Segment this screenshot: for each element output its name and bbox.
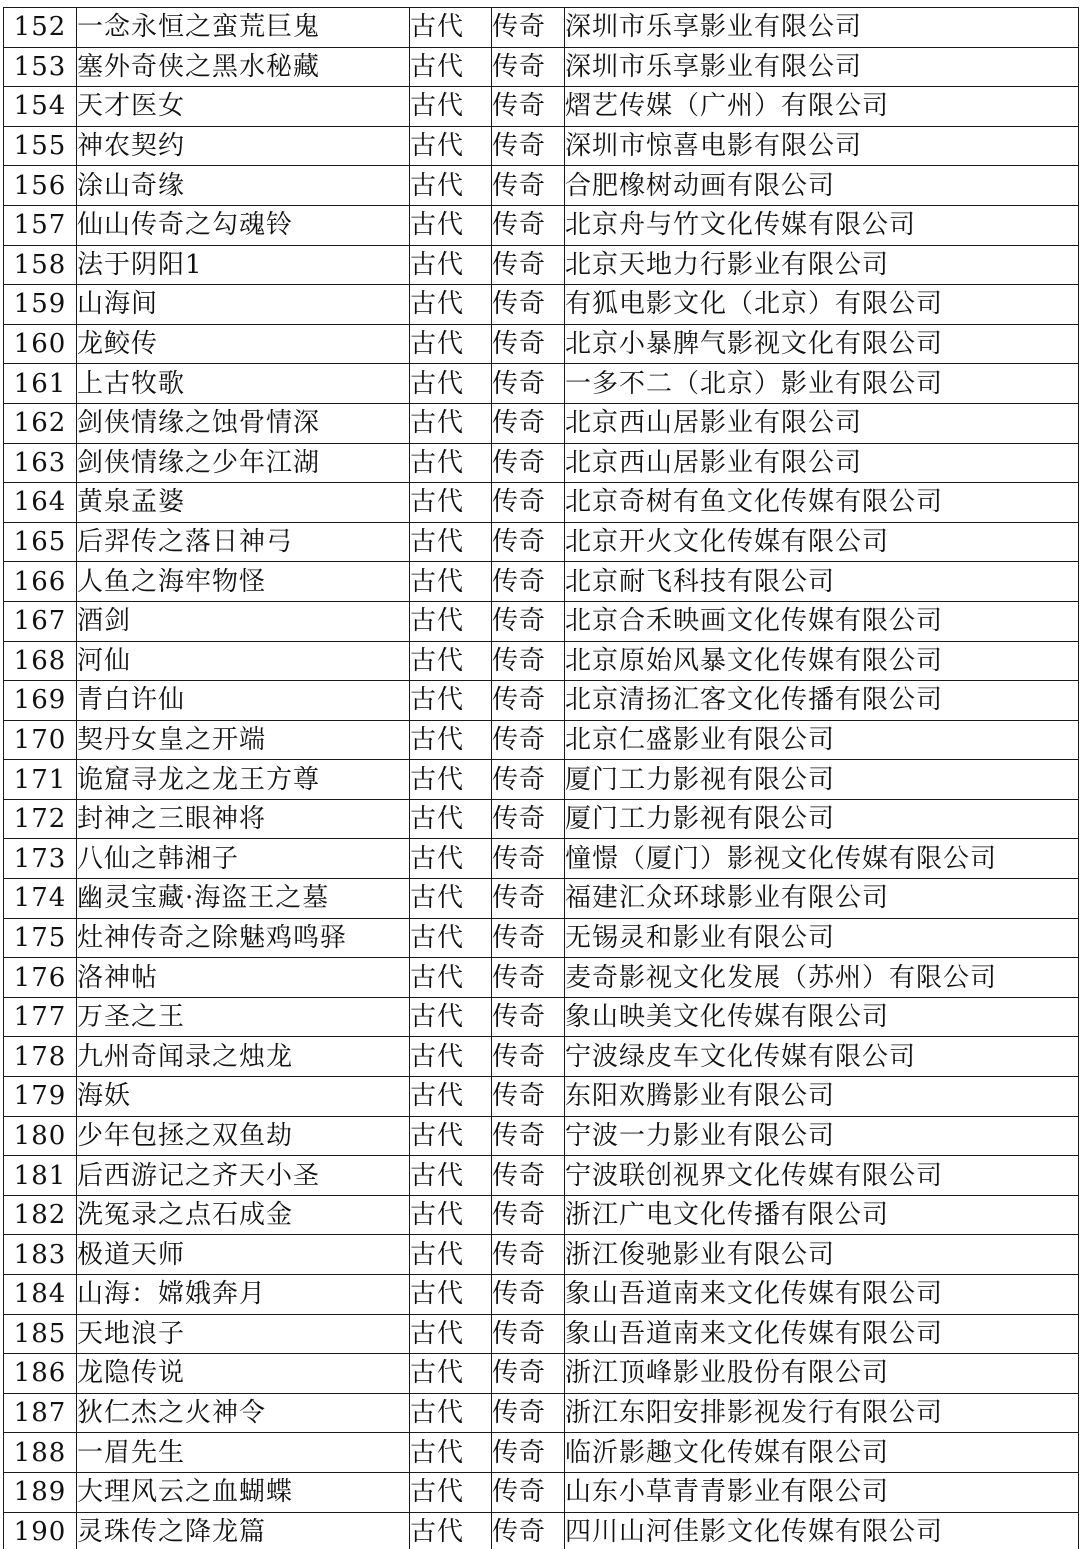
film-title-cell: 剑侠情缘之少年江湖 xyxy=(77,443,410,483)
era-cell: 古代 xyxy=(410,324,492,364)
film-title-cell: 封神之三眼神将 xyxy=(77,799,410,839)
company-cell: 厦门工力影视有限公司 xyxy=(565,799,1079,839)
era-cell: 古代 xyxy=(410,839,492,879)
table-body xyxy=(4,8,1079,1549)
film-title-cell: 龙隐传说 xyxy=(77,1354,410,1394)
company-cell: 北京西山居影业有限公司 xyxy=(565,403,1079,443)
company-cell: 厦门工力影视有限公司 xyxy=(565,760,1079,800)
row-number-cell: 173 xyxy=(4,839,77,879)
genre-cell: 传奇 xyxy=(492,47,565,87)
table-row xyxy=(4,1472,1079,1512)
row-number-cell: 156 xyxy=(4,166,77,206)
company-cell: 北京开火文化传媒有限公司 xyxy=(565,522,1079,562)
table-row xyxy=(4,681,1079,721)
company-cell: 北京原始风暴文化传媒有限公司 xyxy=(565,641,1079,681)
table-row xyxy=(4,1037,1079,1077)
era-cell: 古代 xyxy=(410,1077,492,1117)
genre-cell: 传奇 xyxy=(492,1314,565,1354)
table-row xyxy=(4,126,1079,166)
row-number-cell: 170 xyxy=(4,720,77,760)
era-cell: 古代 xyxy=(410,562,492,602)
row-number-cell: 183 xyxy=(4,1235,77,1275)
table-row xyxy=(4,1314,1079,1354)
company-cell: 憧憬（厦门）影视文化传媒有限公司 xyxy=(565,839,1079,879)
table-row xyxy=(4,879,1079,919)
film-title-cell: 青白许仙 xyxy=(77,681,410,721)
era-cell: 古代 xyxy=(410,918,492,958)
era-cell: 古代 xyxy=(410,1275,492,1315)
genre-cell: 传奇 xyxy=(492,720,565,760)
row-number-cell: 153 xyxy=(4,47,77,87)
table-row xyxy=(4,1077,1079,1117)
table-row xyxy=(4,641,1079,681)
genre-cell: 传奇 xyxy=(492,1472,565,1512)
row-number-cell: 188 xyxy=(4,1433,77,1473)
era-cell: 古代 xyxy=(410,760,492,800)
table-row xyxy=(4,1433,1079,1473)
film-title-cell: 一眉先生 xyxy=(77,1433,410,1473)
company-cell: 北京舟与竹文化传媒有限公司 xyxy=(565,205,1079,245)
row-number-cell: 152 xyxy=(4,8,77,48)
genre-cell: 传奇 xyxy=(492,522,565,562)
company-cell: 北京合禾映画文化传媒有限公司 xyxy=(565,601,1079,641)
era-cell: 古代 xyxy=(410,166,492,206)
era-cell: 古代 xyxy=(410,799,492,839)
table-row xyxy=(4,958,1079,998)
row-number-cell: 190 xyxy=(4,1512,77,1549)
era-cell: 古代 xyxy=(410,443,492,483)
genre-cell: 传奇 xyxy=(492,166,565,206)
row-number-cell: 169 xyxy=(4,681,77,721)
film-registry-table xyxy=(3,7,1079,1549)
row-number-cell: 185 xyxy=(4,1314,77,1354)
row-number-cell: 175 xyxy=(4,918,77,958)
company-cell: 北京小暴脾气影视文化有限公司 xyxy=(565,324,1079,364)
film-title-cell: 八仙之韩湘子 xyxy=(77,839,410,879)
era-cell: 古代 xyxy=(410,879,492,919)
company-cell: 合肥橡树动画有限公司 xyxy=(565,166,1079,206)
row-number-cell: 164 xyxy=(4,483,77,523)
film-title-cell: 洛神帖 xyxy=(77,958,410,998)
film-title-cell: 天才医女 xyxy=(77,87,410,127)
film-title-cell: 涂山奇缘 xyxy=(77,166,410,206)
film-title-cell: 酒剑 xyxy=(77,601,410,641)
era-cell: 古代 xyxy=(410,87,492,127)
genre-cell: 传奇 xyxy=(492,87,565,127)
table-row xyxy=(4,1156,1079,1196)
era-cell: 古代 xyxy=(410,1195,492,1235)
row-number-cell: 178 xyxy=(4,1037,77,1077)
table-row xyxy=(4,205,1079,245)
company-cell: 无锡灵和影业有限公司 xyxy=(565,918,1079,958)
row-number-cell: 172 xyxy=(4,799,77,839)
genre-cell: 传奇 xyxy=(492,364,565,404)
genre-cell: 传奇 xyxy=(492,641,565,681)
company-cell: 临沂影趣文化传媒有限公司 xyxy=(565,1433,1079,1473)
company-cell: 北京奇树有鱼文化传媒有限公司 xyxy=(565,483,1079,523)
row-number-cell: 189 xyxy=(4,1472,77,1512)
era-cell: 古代 xyxy=(410,1235,492,1275)
genre-cell: 传奇 xyxy=(492,958,565,998)
era-cell: 古代 xyxy=(410,1433,492,1473)
company-cell: 北京西山居影业有限公司 xyxy=(565,443,1079,483)
row-number-cell: 157 xyxy=(4,205,77,245)
film-title-cell: 少年包拯之双鱼劫 xyxy=(77,1116,410,1156)
company-cell: 象山吾道南来文化传媒有限公司 xyxy=(565,1314,1079,1354)
row-number-cell: 177 xyxy=(4,997,77,1037)
company-cell: 一多不二（北京）影业有限公司 xyxy=(565,364,1079,404)
row-number-cell: 166 xyxy=(4,562,77,602)
genre-cell: 传奇 xyxy=(492,562,565,602)
genre-cell: 传奇 xyxy=(492,760,565,800)
company-cell: 浙江顶峰影业股份有限公司 xyxy=(565,1354,1079,1394)
era-cell: 古代 xyxy=(410,1037,492,1077)
table-row xyxy=(4,918,1079,958)
genre-cell: 传奇 xyxy=(492,1354,565,1394)
row-number-cell: 167 xyxy=(4,601,77,641)
company-cell: 麦奇影视文化发展（苏州）有限公司 xyxy=(565,958,1079,998)
era-cell: 古代 xyxy=(410,1393,492,1433)
genre-cell: 传奇 xyxy=(492,403,565,443)
film-title-cell: 河仙 xyxy=(77,641,410,681)
film-title-cell: 万圣之王 xyxy=(77,997,410,1037)
table-row xyxy=(4,1116,1079,1156)
film-title-cell: 剑侠情缘之蚀骨情深 xyxy=(77,403,410,443)
table-row xyxy=(4,443,1079,483)
era-cell: 古代 xyxy=(410,364,492,404)
genre-cell: 传奇 xyxy=(492,839,565,879)
film-title-cell: 大理风云之血蝴蝶 xyxy=(77,1472,410,1512)
row-number-cell: 174 xyxy=(4,879,77,919)
genre-cell: 传奇 xyxy=(492,601,565,641)
era-cell: 古代 xyxy=(410,1314,492,1354)
genre-cell: 传奇 xyxy=(492,1077,565,1117)
film-title-cell: 塞外奇侠之黑水秘藏 xyxy=(77,47,410,87)
genre-cell: 传奇 xyxy=(492,997,565,1037)
film-title-cell: 黄泉孟婆 xyxy=(77,483,410,523)
table-row xyxy=(4,47,1079,87)
film-title-cell: 海妖 xyxy=(77,1077,410,1117)
row-number-cell: 180 xyxy=(4,1116,77,1156)
film-title-cell: 灵珠传之降龙篇 xyxy=(77,1512,410,1549)
table-row xyxy=(4,245,1079,285)
era-cell: 古代 xyxy=(410,245,492,285)
table-row xyxy=(4,720,1079,760)
table-row xyxy=(4,87,1079,127)
film-title-cell: 龙鲛传 xyxy=(77,324,410,364)
table-row xyxy=(4,166,1079,206)
row-number-cell: 186 xyxy=(4,1354,77,1394)
table-row xyxy=(4,1275,1079,1315)
era-cell: 古代 xyxy=(410,1472,492,1512)
row-number-cell: 176 xyxy=(4,958,77,998)
company-cell: 宁波一力影业有限公司 xyxy=(565,1116,1079,1156)
table-row xyxy=(4,1512,1079,1549)
film-title-cell: 九州奇闻录之烛龙 xyxy=(77,1037,410,1077)
row-number-cell: 160 xyxy=(4,324,77,364)
era-cell: 古代 xyxy=(410,126,492,166)
genre-cell: 传奇 xyxy=(492,1275,565,1315)
row-number-cell: 187 xyxy=(4,1393,77,1433)
era-cell: 古代 xyxy=(410,720,492,760)
table-row xyxy=(4,601,1079,641)
film-title-cell: 契丹女皇之开端 xyxy=(77,720,410,760)
company-cell: 北京天地力行影业有限公司 xyxy=(565,245,1079,285)
table-row xyxy=(4,839,1079,879)
company-cell: 宁波绿皮车文化传媒有限公司 xyxy=(565,1037,1079,1077)
company-cell: 熠艺传媒（广州）有限公司 xyxy=(565,87,1079,127)
table-row xyxy=(4,997,1079,1037)
film-title-cell: 后西游记之齐天小圣 xyxy=(77,1156,410,1196)
era-cell: 古代 xyxy=(410,403,492,443)
era-cell: 古代 xyxy=(410,958,492,998)
company-cell: 东阳欢腾影业有限公司 xyxy=(565,1077,1079,1117)
film-title-cell: 一念永恒之蛮荒巨鬼 xyxy=(77,8,410,48)
company-cell: 北京耐飞科技有限公司 xyxy=(565,562,1079,602)
film-title-cell: 山海：嫦娥奔月 xyxy=(77,1275,410,1315)
era-cell: 古代 xyxy=(410,1156,492,1196)
company-cell: 四川山河佳影文化传媒有限公司 xyxy=(565,1512,1079,1549)
film-title-cell: 法于阴阳1 xyxy=(77,245,410,285)
genre-cell: 传奇 xyxy=(492,483,565,523)
row-number-cell: 163 xyxy=(4,443,77,483)
genre-cell: 传奇 xyxy=(492,1393,565,1433)
genre-cell: 传奇 xyxy=(492,1037,565,1077)
era-cell: 古代 xyxy=(410,8,492,48)
genre-cell: 传奇 xyxy=(492,285,565,325)
row-number-cell: 181 xyxy=(4,1156,77,1196)
row-number-cell: 182 xyxy=(4,1195,77,1235)
company-cell: 浙江俊驰影业有限公司 xyxy=(565,1235,1079,1275)
table-row xyxy=(4,562,1079,602)
film-title-cell: 诡窟寻龙之龙王方尊 xyxy=(77,760,410,800)
film-title-cell: 灶神传奇之除魅鸡鸣驿 xyxy=(77,918,410,958)
genre-cell: 传奇 xyxy=(492,1156,565,1196)
film-title-cell: 后羿传之落日神弓 xyxy=(77,522,410,562)
company-cell: 深圳市乐享影业有限公司 xyxy=(565,47,1079,87)
row-number-cell: 162 xyxy=(4,403,77,443)
company-cell: 福建汇众环球影业有限公司 xyxy=(565,879,1079,919)
era-cell: 古代 xyxy=(410,681,492,721)
table-row xyxy=(4,8,1079,48)
row-number-cell: 161 xyxy=(4,364,77,404)
table-row xyxy=(4,1235,1079,1275)
film-title-cell: 上古牧歌 xyxy=(77,364,410,404)
era-cell: 古代 xyxy=(410,522,492,562)
company-cell: 象山吾道南来文化传媒有限公司 xyxy=(565,1275,1079,1315)
genre-cell: 传奇 xyxy=(492,918,565,958)
company-cell: 深圳市乐享影业有限公司 xyxy=(565,8,1079,48)
company-cell: 有狐电影文化（北京）有限公司 xyxy=(565,285,1079,325)
era-cell: 古代 xyxy=(410,285,492,325)
era-cell: 古代 xyxy=(410,641,492,681)
era-cell: 古代 xyxy=(410,601,492,641)
table-row xyxy=(4,522,1079,562)
genre-cell: 传奇 xyxy=(492,799,565,839)
era-cell: 古代 xyxy=(410,997,492,1037)
table-row xyxy=(4,1195,1079,1235)
genre-cell: 传奇 xyxy=(492,1116,565,1156)
table-row xyxy=(4,285,1079,325)
genre-cell: 传奇 xyxy=(492,1235,565,1275)
row-number-cell: 165 xyxy=(4,522,77,562)
era-cell: 古代 xyxy=(410,1354,492,1394)
film-title-cell: 神农契约 xyxy=(77,126,410,166)
genre-cell: 传奇 xyxy=(492,1433,565,1473)
genre-cell: 传奇 xyxy=(492,126,565,166)
film-title-cell: 山海间 xyxy=(77,285,410,325)
table-row xyxy=(4,364,1079,404)
row-number-cell: 155 xyxy=(4,126,77,166)
genre-cell: 传奇 xyxy=(492,681,565,721)
row-number-cell: 159 xyxy=(4,285,77,325)
table-row xyxy=(4,1354,1079,1394)
table-row xyxy=(4,1393,1079,1433)
film-title-cell: 狄仁杰之火神令 xyxy=(77,1393,410,1433)
genre-cell: 传奇 xyxy=(492,1195,565,1235)
company-cell: 宁波联创视界文化传媒有限公司 xyxy=(565,1156,1079,1196)
company-cell: 山东小草青青影业有限公司 xyxy=(565,1472,1079,1512)
company-cell: 浙江广电文化传播有限公司 xyxy=(565,1195,1079,1235)
row-number-cell: 168 xyxy=(4,641,77,681)
film-title-cell: 洗冤录之点石成金 xyxy=(77,1195,410,1235)
company-cell: 北京仁盛影业有限公司 xyxy=(565,720,1079,760)
era-cell: 古代 xyxy=(410,47,492,87)
table-row xyxy=(4,483,1079,523)
film-title-cell: 人鱼之海牢物怪 xyxy=(77,562,410,602)
era-cell: 古代 xyxy=(410,483,492,523)
genre-cell: 传奇 xyxy=(492,8,565,48)
film-title-cell: 幽灵宝藏·海盗王之墓 xyxy=(77,879,410,919)
table-row xyxy=(4,799,1079,839)
genre-cell: 传奇 xyxy=(492,879,565,919)
table-row xyxy=(4,403,1079,443)
row-number-cell: 179 xyxy=(4,1077,77,1117)
era-cell: 古代 xyxy=(410,205,492,245)
row-number-cell: 158 xyxy=(4,245,77,285)
company-cell: 象山映美文化传媒有限公司 xyxy=(565,997,1079,1037)
genre-cell: 传奇 xyxy=(492,324,565,364)
row-number-cell: 154 xyxy=(4,87,77,127)
era-cell: 古代 xyxy=(410,1116,492,1156)
genre-cell: 传奇 xyxy=(492,205,565,245)
company-cell: 深圳市惊喜电影有限公司 xyxy=(565,126,1079,166)
row-number-cell: 184 xyxy=(4,1275,77,1315)
genre-cell: 传奇 xyxy=(492,245,565,285)
film-title-cell: 极道天师 xyxy=(77,1235,410,1275)
film-title-cell: 仙山传奇之勾魂铃 xyxy=(77,205,410,245)
genre-cell: 传奇 xyxy=(492,1512,565,1549)
company-cell: 北京清扬汇客文化传播有限公司 xyxy=(565,681,1079,721)
table-row xyxy=(4,760,1079,800)
film-title-cell: 天地浪子 xyxy=(77,1314,410,1354)
row-number-cell: 171 xyxy=(4,760,77,800)
company-cell: 浙江东阳安排影视发行有限公司 xyxy=(565,1393,1079,1433)
table-row xyxy=(4,324,1079,364)
era-cell: 古代 xyxy=(410,1512,492,1549)
genre-cell: 传奇 xyxy=(492,443,565,483)
